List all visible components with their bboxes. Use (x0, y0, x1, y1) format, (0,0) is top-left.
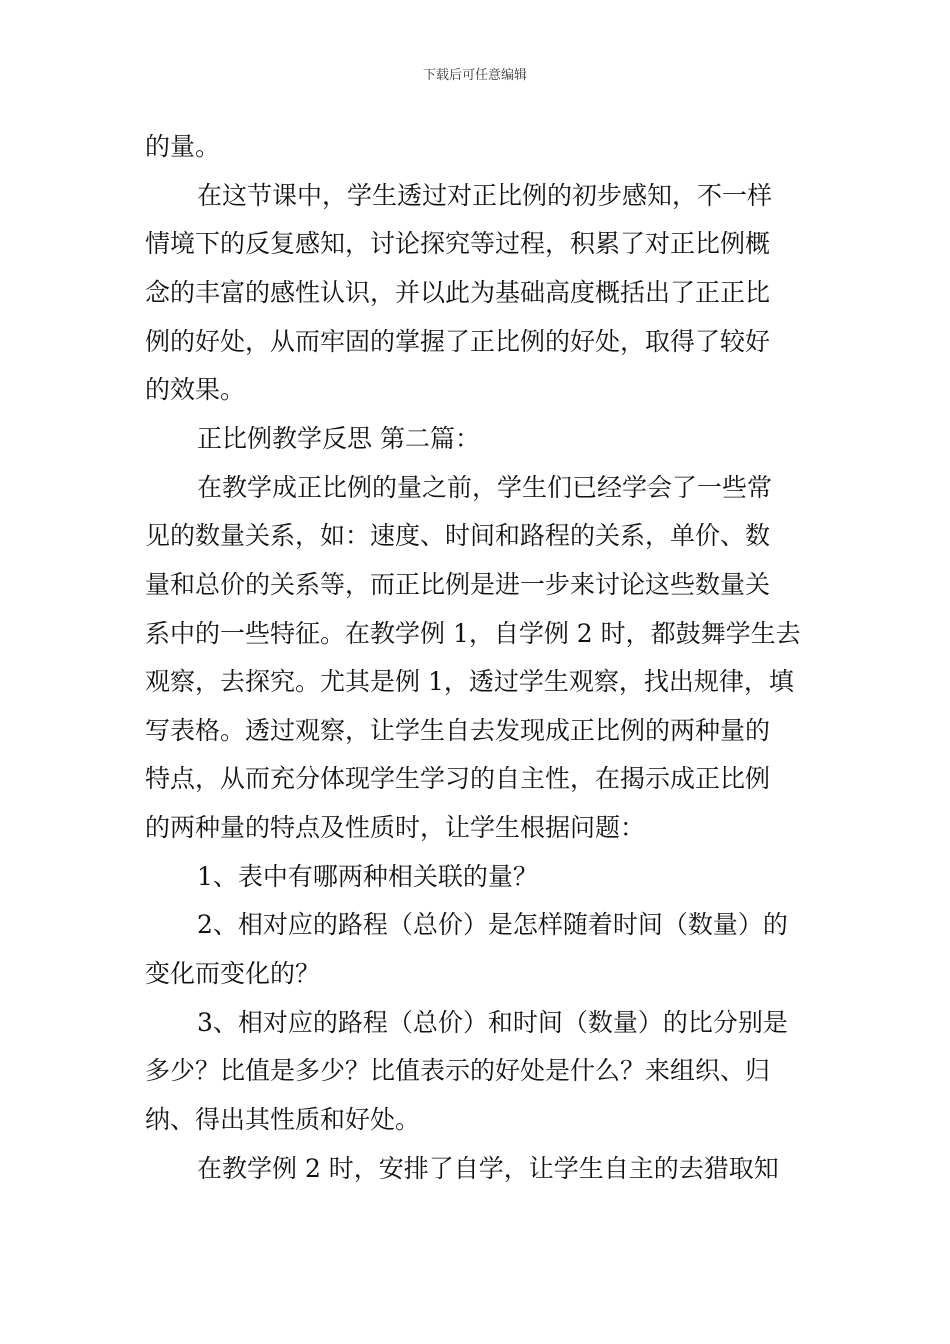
text-line: 在教学成正比例的量之前，学生们已经学会了一些常 (197, 472, 773, 502)
text-line: 2、相对应的路程（总价）是怎样随着时间（数量）的 (197, 910, 788, 940)
text-line: 的两种量的特点及性质时，让学生根据问题： (145, 813, 646, 843)
text-line: 例的好处，从而牢固的掌握了正比例的好处，取得了较好 (145, 326, 771, 356)
text-line: 见的数量关系，如：速度、时间和路程的关系，单价、数 (145, 521, 771, 551)
text-line: 3、相对应的路程（总价）和时间（数量）的比分别是 (197, 1007, 788, 1037)
text-line: 在这节课中，学生透过对正比例的初步感知，不一样 (197, 180, 773, 210)
text-line: 多少？比值是多少？比值表示的好处是什么？来组织、归 (145, 1056, 771, 1086)
text-line: 特点，从而充分体现学生学习的自主性，在揭示成正比例 (145, 764, 771, 794)
text-line: 系中的一些特征。在教学例 1，自学例 2 时，都鼓舞学生去 (145, 618, 801, 648)
text-line: 在教学例 2 时，安排了自学，让学生自主的去猎取知 (197, 1153, 779, 1183)
text-line: 写表格。透过观察，让学生自去发现成正比例的两种量的 (145, 715, 771, 745)
text-line: 纳、得出其性质和好处。 (145, 1105, 421, 1134)
text-line: 的效果。 (145, 375, 246, 405)
text-line: 念的丰富的感性认识，并以此为基础高度概括出了正正比 (145, 277, 771, 307)
text-line: 正比例教学反思 第二篇： (197, 423, 480, 453)
text-line: 量和总价的关系等，而正比例是进一步来讨论这些数量关 (145, 569, 771, 599)
text-line: 情境下的反复感知，讨论探究等过程，积累了对正比例概 (145, 229, 771, 259)
text-line: 1、表中有哪两种相关联的量？ (197, 861, 538, 891)
text-line: 观察，去探究。尤其是例 1，透过学生观察，找出规律，填 (145, 667, 794, 697)
text-line: 的量。 (145, 132, 221, 161)
page-header: 下载后可任意编辑 (422, 68, 527, 83)
text-line: 变化而变化的？ (145, 959, 321, 989)
